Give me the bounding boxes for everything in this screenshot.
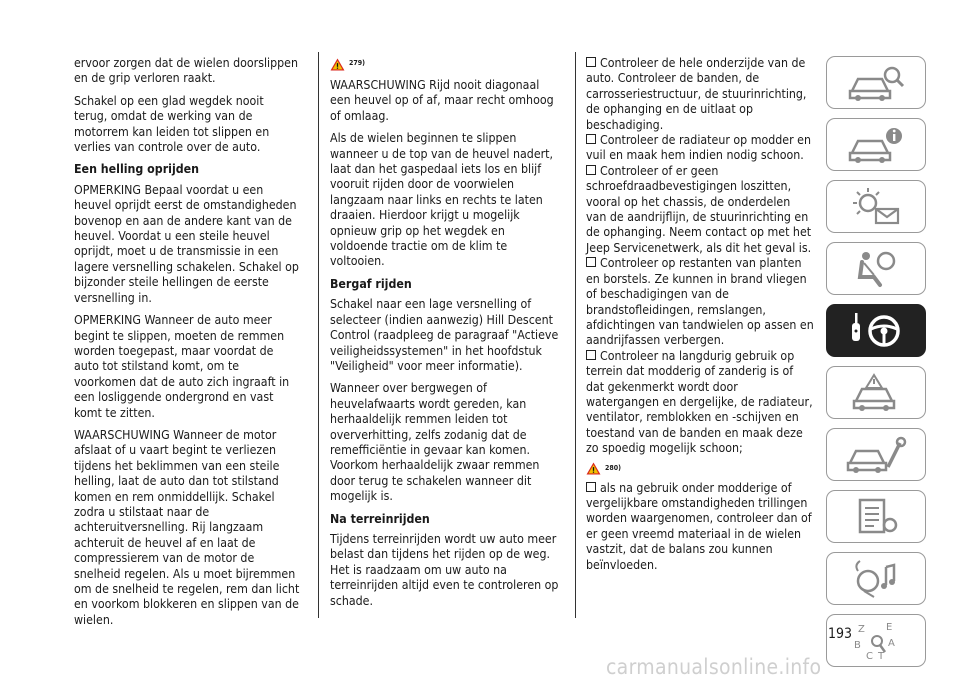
column-2 — [330, 56, 562, 616]
paragraph: Schakel op een glad wegdek nooit terug, omdat de werking van de motorrem kan leiden tot slippen en verlies van controle over de auto. — [74, 93, 270, 155]
tab-emergency[interactable] — [826, 366, 926, 419]
warning-triangle-icon — [586, 462, 601, 475]
warning-reference — [330, 56, 562, 72]
car-search-icon — [844, 61, 908, 105]
section-heading: Bergaf rijden — [330, 276, 412, 291]
paragraph: OPMERKING Bepaal voordat u een heuvel oprijdt eerst de omstandigheden bovenop en aan de andere kant van de heuvel. Voordat u een steile heuvel oprijdt, moet u de transmissie in een lagere versnelling schakelen. Schakel op bijzonder steile hellingen de eerste versnelling in. — [74, 182, 299, 305]
column-1 — [74, 56, 300, 635]
tab-technical-data[interactable] — [826, 490, 926, 543]
checklist-item — [586, 164, 814, 256]
paragraph: Schakel naar een lage versnelling of selecteer (indien aanwezig) Hill Descent Control (raadpleeg de paragraaf "Actieve veiligheidssystemen" in het hoofdstuk "Veiligheid" voor meer informatie). — [330, 297, 559, 373]
checkbox-square-icon — [586, 134, 596, 144]
multimedia-icon — [844, 557, 908, 601]
section-heading: Na terreinrijden — [330, 511, 430, 526]
svg-text:E: E — [886, 621, 893, 633]
tab-car-info[interactable] — [826, 118, 926, 171]
tab-multimedia[interactable] — [826, 552, 926, 605]
svg-text:Z: Z — [858, 623, 865, 635]
checklist-text: als na gebruik onder modderige of vergelijkbare omstandigheden trillingen worden waargenomen, controleer dan of er geen vreemd materiaal in de wielen vastzit, dat de balans zou kunnen beïnvloeden. — [586, 480, 812, 572]
checkbox-square-icon — [586, 165, 596, 175]
page-number: 193 — [828, 626, 853, 642]
key-steering-wheel-icon — [844, 309, 908, 353]
checklist-text: Controleer op restanten van planten en borstels. Ze kunnen in brand vliegen of beschadigingen van de brandstofleidingen, remslangen, afdichtingen van tandwielen op assen en aandrijfassen verbergen. — [586, 256, 814, 348]
tab-car-overview[interactable] — [826, 56, 926, 109]
tab-starting-driving[interactable] — [826, 304, 926, 357]
light-envelope-icon — [844, 185, 908, 229]
footer-watermark-url: carmanualsonline.info — [606, 655, 822, 679]
warning-ref-number: 279) — [349, 59, 366, 68]
paragraph: WAARSCHUWING Wanneer de motor afslaat of u vaart begint te verliezen tijdens het beklimmen van een steile helling, laat de auto dan tot stilstand komen en rem onmiddellijk. Schakel zodra u stilstaat naar de achteruitversnelling. Rij langzaam achteruit de heuvel af en laat de compressierem van de motor de snelheid regelen. Als u moet bijremmen om de snelheid te regelen, rem dan licht en voorkom blokkeren en slippen van de wielen. — [74, 427, 300, 627]
checklist-item — [586, 133, 814, 164]
tab-lights-messages[interactable] — [826, 180, 926, 233]
svg-text:T: T — [878, 650, 885, 662]
checklist-item — [586, 349, 814, 457]
column-divider — [575, 52, 576, 618]
svg-text:A: A — [888, 637, 895, 649]
svg-text:B: B — [854, 639, 861, 651]
airbag-seat-icon — [844, 247, 908, 291]
car-info-icon — [844, 123, 908, 167]
paragraph: WAARSCHUWING Rijd nooit diagonaal een heuvel op of af, maar recht omhoog of omlaag. — [330, 78, 554, 123]
alphabetical-index-icon — [844, 619, 908, 663]
paragraph: Tijdens terreinrijden wordt uw auto meer belast dan tijdens het rijden op de weg. Het is raadzaam om uw auto na terreinrijden altijd even te controleren op schade. — [330, 531, 559, 608]
section-heading: Een helling oprijden — [74, 162, 200, 177]
tab-maintenance[interactable] — [826, 428, 926, 481]
checklist-item — [586, 56, 814, 133]
warning-triangle-icon — [330, 58, 345, 71]
checklist-text: Controleer de hele onderzijde van de auto. Controleer de banden, de carrosseriestructuur, de stuurinrichting, de ophanging en de uitlaat op beschadiging. — [586, 56, 807, 132]
paragraph: Wanneer over bergwegen of heuvelafwaarts wordt gereden, kan herhaaldelijk remmen leiden tot oververhitting, zelfs zodanig dat de remefficiëntie in gevaar kan komen. Voorkom herhaaldelijk zwaar remmen door terug te schakelen wanneer dit mogelijk is. — [330, 381, 540, 504]
checkbox-square-icon — [586, 350, 596, 360]
checkbox-square-icon — [586, 57, 596, 67]
chapter-sidebar — [826, 56, 928, 676]
paragraph: Als de wielen beginnen te slippen wanneer u de top van de heuvel nadert, laat dan het gaspedaal iets los en blijf vooruit rijden door de voorwielen langzaam naar links en rechts te laten draaien. Hierdoor krijgt u mogelijk opnieuw grip op het wegdek en voldoende tractie om de klim te voltooien. — [330, 131, 554, 269]
warning-ref-number: 280) — [605, 463, 622, 472]
checklist-item — [586, 256, 814, 348]
tab-safety[interactable] — [826, 242, 926, 295]
car-warning-icon — [844, 371, 908, 415]
column-3 — [586, 56, 814, 573]
warning-reference — [586, 461, 814, 477]
column-divider — [318, 52, 319, 618]
paragraph: ervoor zorgen dat de wielen doorslippen en de grip verloren raakt. — [74, 56, 298, 86]
checkbox-square-icon — [586, 482, 596, 492]
car-wrench-icon — [844, 433, 908, 477]
checkbox-square-icon — [586, 257, 596, 267]
checklist-text: Controleer na langdurig gebruik op terrein dat modderig of zanderig is of dat gekenmerkt wordt door watergangen en dergelijke, de radiateur, ventilator, remblokken en -schijven en toestand van de banden en maak deze zo spoedig mogelijk schoon; — [586, 348, 813, 456]
checklist-text: Controleer de radiateur op modder en vuil en maak hem indien nodig schoon. — [586, 133, 811, 163]
paragraph: OPMERKING Wanneer de auto meer begint te slippen, moeten de remmen worden toegepast, maar voordat de auto tot stilstand komt, om te voorkomen dat de auto zich ingraaft in een losliggende ondergrond en vast komt te zitten. — [74, 313, 290, 420]
checklist-text: Controleer of er geen schroefdraadbevestigingen loszitten, vooral op het chassis, de onderdelen van de aandrijflijn, de stuurinrichting en de ophanging. Neem contact op met het Jeep Servicenetwerk, als dit het geval is. — [586, 163, 812, 255]
specifications-list-icon — [844, 495, 908, 539]
svg-text:C: C — [866, 650, 873, 662]
checklist-item — [586, 481, 814, 573]
